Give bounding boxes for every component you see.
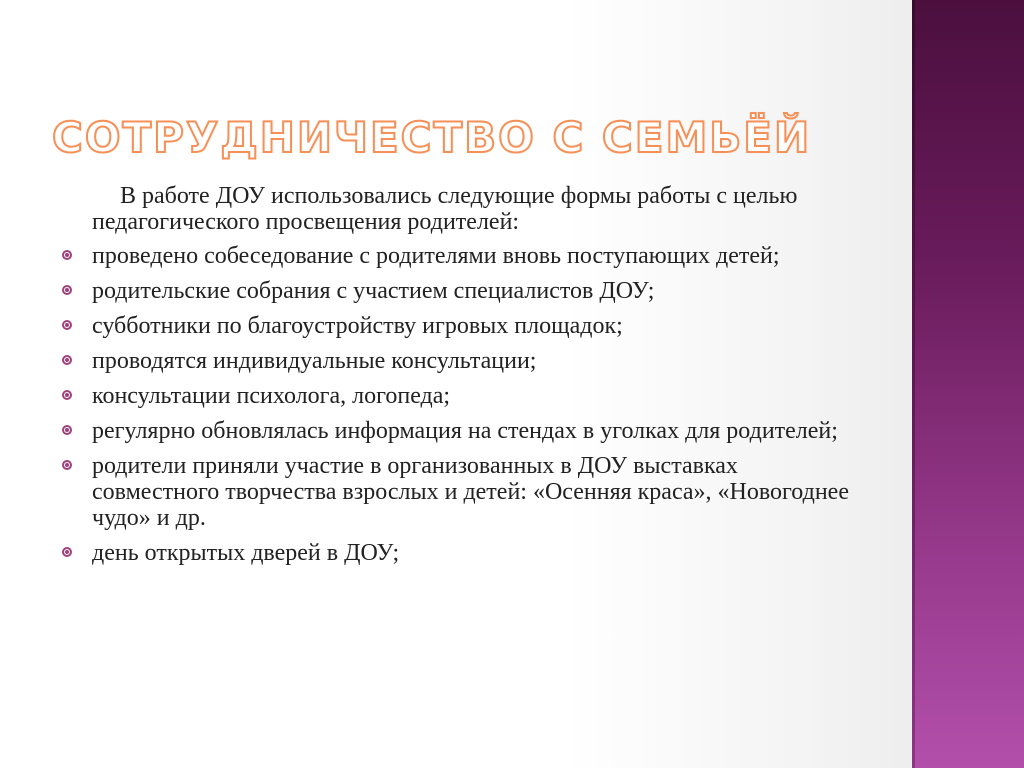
list-item-text: консультации психолога, логопеда; (92, 383, 451, 409)
list-item (62, 540, 862, 566)
list-item-text: субботники по благоустройству игровых площадок; (92, 313, 623, 339)
list-item-text: проведено собеседование с родителями вновь поступающих детей; (92, 243, 780, 269)
list-item (62, 453, 862, 531)
slide-content (62, 183, 862, 575)
list-item-text: регулярно обновлялась информация на стендах в уголках для родителей; (92, 418, 838, 444)
list-item (62, 243, 862, 269)
circle-dot-bullet-icon (62, 285, 72, 295)
circle-dot-bullet-icon (62, 250, 72, 260)
circle-dot-bullet-icon (62, 547, 72, 557)
decorative-side-band (912, 0, 1024, 768)
circle-dot-bullet-icon (62, 320, 72, 330)
circle-dot-bullet-icon (62, 460, 72, 470)
slide-title: СОТРУДНИЧЕСТВО С СЕМЬЁЙ (52, 113, 812, 162)
list-item (62, 313, 862, 339)
circle-dot-bullet-icon (62, 425, 72, 435)
list-item (62, 278, 862, 304)
circle-dot-bullet-icon (62, 355, 72, 365)
intro-paragraph: В работе ДОУ использовались следующие формы работы с целью педагогического просвещения родителей: (92, 183, 798, 235)
bullet-list (62, 243, 862, 566)
list-item-text: день открытых дверей в ДОУ; (92, 540, 400, 566)
list-item-text: родительские собрания с участием специалистов ДОУ; (92, 278, 655, 304)
list-item-text: проводятся индивидуальные консультации; (92, 348, 537, 374)
list-item-text: родители приняли участие в организованных в ДОУ выставках совместного творчества взрослых и детей: «Осенняя краса», «Новогоднее чудо» и др. (92, 453, 849, 531)
circle-dot-bullet-icon (62, 390, 72, 400)
list-item (62, 383, 862, 409)
list-item (62, 348, 862, 374)
side-band-edge (912, 0, 915, 768)
list-item (62, 418, 862, 444)
